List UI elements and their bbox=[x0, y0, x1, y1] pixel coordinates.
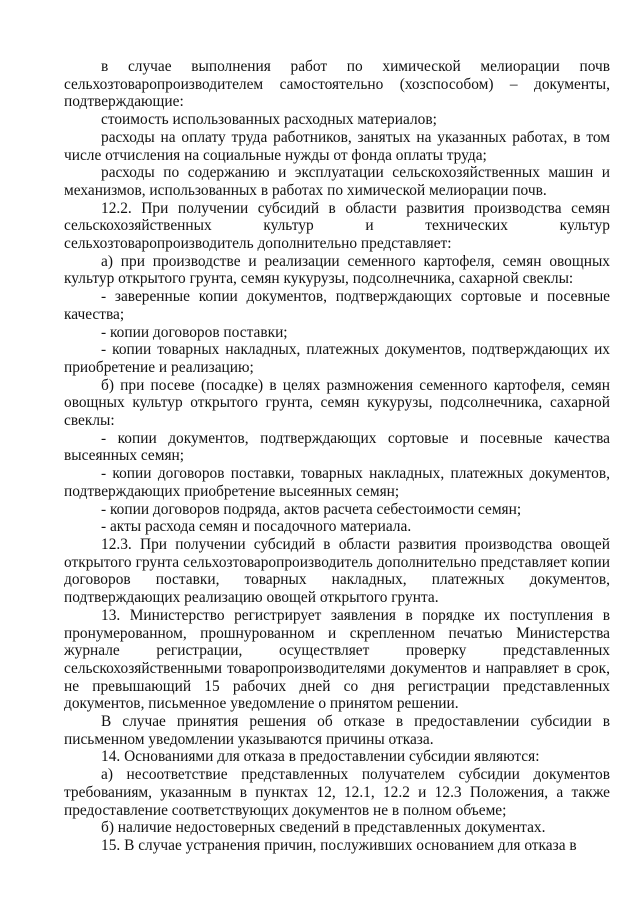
paragraph: - копии товарных накладных, платежных документов, подтверждающих их приобретение и реализацию; bbox=[64, 341, 610, 376]
paragraph: 13. Министерство регистрирует заявления в порядке их поступления в пронумерованном, прошнурованном и скрепленном печатью Министерства журнале регистрации, осуществляет проверку представленных сельскохозяйственными товаропроизводителями документов и направляет в срок, не превышающий 15 рабочих дней со дня регистрации представленных документов, письменное уведомление о принятом решении. bbox=[64, 606, 610, 713]
paragraph: - акты расхода семян и посадочного материала. bbox=[101, 518, 412, 536]
paragraph: - заверенные копии документов, подтверждающих сортовые и посевные качества; bbox=[64, 288, 610, 323]
paragraph: расходы по содержанию и эксплуатации сельскохозяйственных машин и механизмов, использованных в работах по химической мелиорации почв. bbox=[64, 164, 610, 199]
paragraph: а) при производстве и реализации семенного картофеля, семян овощных культур открытого грунта, семян кукурузы, подсолнечника, сахарной свеклы: bbox=[64, 252, 610, 288]
paragraph: б) при посеве (посадке) в целях размножения семенного картофеля, семян овощных культур открытого грунта, семян кукурузы, подсолнечника, сахарной свеклы: bbox=[64, 376, 610, 430]
paragraph: 12.2. При получении субсидий в области развития производства семян сельскохозяйственных культур и технических культур сельхозтоваропроизводитель дополнительно представляет: bbox=[64, 199, 610, 253]
paragraph: - копии договоров подряда, актов расчета себестоимости семян; bbox=[101, 500, 522, 518]
paragraph: в случае выполнения работ по химической мелиорации почв сельхозтоваропроизводителем самостоятельно (хозспособом) – документы, подтверждающие: bbox=[64, 58, 610, 111]
paragraph: стоимость использованных расходных материалов; bbox=[101, 111, 437, 129]
paragraph: а) несоответствие представленных получателем субсидии документов требованиям, указанным в пунктах 12, 12.1, 12.2 и 12.3 Положения, а также предоставление соответствующих документов не в полном объеме; bbox=[64, 766, 610, 819]
paragraph: 15. В случае устранения причин, послуживших основанием для отказа в bbox=[101, 836, 577, 854]
paragraph: - копии договоров поставки; bbox=[101, 323, 288, 341]
paragraph: - копии документов, подтверждающих сортовые и посевные качества высеянных семян; bbox=[64, 429, 610, 465]
document-page bbox=[64, 58, 610, 855]
paragraph: В случае принятия решения об отказе в предоставлении субсидии в письменном уведомлении указываются причины отказа. bbox=[64, 713, 610, 748]
paragraph: - копии договоров поставки, товарных накладных, платежных документов, подтверждающих приобретение высеянных семян; bbox=[64, 465, 610, 500]
paragraph: б) наличие недостоверных сведений в представленных документах. bbox=[101, 819, 546, 837]
paragraph: 14. Основаниями для отказа в предоставлении субсидии являются: bbox=[101, 748, 540, 766]
paragraph: расходы на оплату труда работников, занятых на указанных работах, в том числе отчисления на социальные нужды от фонда оплаты труда; bbox=[64, 128, 610, 164]
paragraph: 12.3. При получении субсидий в области развития производства овощей открытого грунта сельхозтоваропроизводитель дополнительно представляет копии договоров поставки, товарных накладных, платежных документов, подтверждающих реализацию овощей открытого грунта. bbox=[64, 535, 610, 607]
